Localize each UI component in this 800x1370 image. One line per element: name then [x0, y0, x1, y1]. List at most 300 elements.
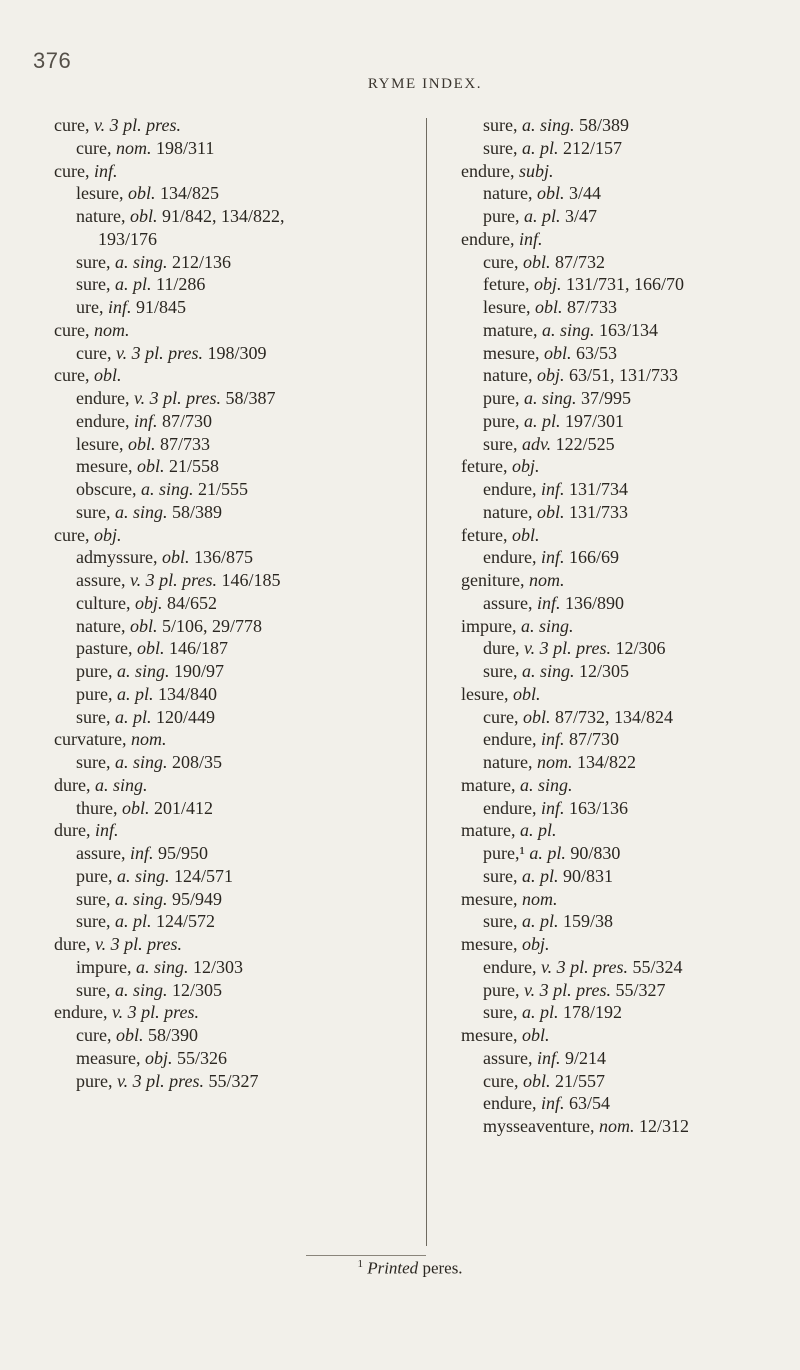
entry-reference: 87/733 [567, 297, 618, 317]
footnote-rule [306, 1255, 426, 1256]
entry-word: cure, [76, 1025, 112, 1045]
index-headword [54, 728, 426, 751]
index-headword [461, 455, 791, 478]
entry-grammar: v. 3 pl. pres. [93, 115, 181, 135]
entry-word: mesure, [76, 456, 133, 477]
entry-word: sure, [76, 706, 111, 727]
index-headword [461, 819, 791, 842]
index-rhyme-entry [461, 319, 791, 342]
entry-grammar: a. sing. [541, 319, 595, 340]
running-head: RYME INDEX. [367, 76, 483, 92]
index-rhyme-entry [461, 433, 791, 456]
index-rhyme-entry [54, 478, 426, 501]
entry-reference: 201/412 [154, 797, 214, 818]
entry-grammar: obl. [512, 683, 541, 704]
index-headword [461, 524, 791, 547]
index-rhyme-entry [461, 592, 791, 615]
index-headword [54, 524, 426, 547]
index-rhyme-entry [461, 205, 791, 228]
entry-grammar: a. pl. [523, 206, 561, 226]
entry-reference: 9/214 [565, 1047, 607, 1068]
index-rhyme-entry [461, 364, 791, 387]
entry-word: geniture, [461, 570, 525, 590]
entry-grammar: obl. [534, 297, 563, 317]
index-rhyme-entry [54, 182, 426, 205]
index-rhyme-entry [461, 1092, 791, 1115]
entry-reference: 163/136 [569, 797, 629, 818]
index-rhyme-entry [54, 888, 426, 911]
entry-word: endure, [483, 479, 537, 499]
index-rhyme-entry [54, 342, 426, 365]
entry-word: mature, [461, 774, 516, 795]
entry-grammar: a. pl. [522, 865, 559, 886]
entry-word: cure, [54, 365, 90, 386]
entry-grammar: v. 3 pl. pres. [94, 934, 182, 954]
entry-reference: 63/53 [576, 342, 618, 363]
index-rhyme-entry [461, 751, 791, 774]
entry-grammar: a. sing. [94, 774, 148, 795]
index-rhyme-entry [461, 296, 791, 319]
entry-grammar: v. 3 pl. pres. [116, 1070, 204, 1091]
entry-reference: 21/555 [198, 479, 249, 499]
entry-grammar: obl. [522, 1070, 551, 1091]
entry-word: pure, [76, 1070, 113, 1091]
entry-word: cure, [483, 251, 519, 272]
entry-reference: 134/822 [576, 752, 636, 772]
entry-reference: 55/327 [615, 979, 666, 1000]
entry-word: cure, [76, 137, 112, 158]
entry-word: cure, [76, 342, 112, 363]
entry-grammar: obl. [129, 206, 158, 226]
entry-grammar: a. sing. [115, 501, 168, 522]
entry-reference: 90/830 [570, 843, 621, 863]
entry-reference: 136/890 [565, 592, 625, 613]
entry-grammar: obl. [121, 797, 150, 818]
entry-word: culture, [76, 592, 131, 613]
entry-grammar: obl. [93, 365, 122, 386]
entry-grammar: a. pl. [522, 911, 559, 932]
index-rhyme-entry [461, 728, 791, 751]
entry-reference: 134/840 [158, 683, 218, 704]
entry-reference: 63/54 [569, 1093, 611, 1114]
index-headword [54, 1001, 426, 1024]
index-headword [54, 160, 426, 183]
entry-word: curvature, [54, 729, 127, 750]
index-rhyme-entry [461, 137, 791, 160]
entry-word: cure, [54, 160, 90, 181]
entry-grammar: obl. [543, 342, 572, 363]
entry-grammar: a. pl. [523, 410, 561, 431]
entry-reference: 58/389 [172, 501, 223, 522]
entry-grammar: nom. [115, 137, 152, 158]
entry-grammar: obj. [134, 592, 163, 613]
entry-word: lesure, [461, 683, 509, 704]
entry-grammar: nom. [93, 319, 130, 340]
entry-grammar: inf. [540, 1093, 565, 1114]
entry-grammar: a. sing. [115, 888, 168, 909]
index-headword [54, 774, 426, 797]
entry-grammar: v. 3 pl. pres. [129, 570, 217, 590]
entry-reference: 91/845 [136, 297, 187, 317]
index-rhyme-entry [54, 797, 426, 820]
index-rhyme-entry [461, 979, 791, 1002]
footnote-mark: 1 [357, 1258, 363, 1270]
entry-word: feture, [461, 524, 508, 545]
index-rhyme-entry [461, 1047, 791, 1070]
entry-grammar: adv. [522, 433, 552, 454]
entry-reference: 87/733 [160, 433, 211, 454]
entry-grammar: obl. [536, 501, 565, 522]
entry-reference: 12/312 [638, 1116, 689, 1136]
entry-word: cure, [483, 1070, 519, 1091]
entry-grammar: v. 3 pl. pres. [523, 638, 611, 659]
entry-word: nature, [483, 183, 533, 204]
entry-grammar: inf. [540, 729, 565, 750]
entry-reference: 58/389 [579, 115, 630, 135]
entry-word: nature, [76, 206, 126, 226]
entry-word: nature, [483, 752, 533, 772]
entry-reference: 55/326 [176, 1047, 227, 1068]
entry-grammar: obj. [93, 524, 122, 545]
entry-word: dure, [54, 820, 91, 841]
entry-word: lesure, [483, 297, 531, 317]
entry-word: endure, [483, 956, 537, 977]
index-rhyme-entry [54, 615, 426, 638]
entry-word: impure, [76, 956, 132, 977]
index-rhyme-entry [461, 797, 791, 820]
entry-word: mature, [461, 820, 516, 841]
entry-reference: 131/734 [569, 479, 629, 499]
entry-word: obscure, [76, 479, 137, 499]
column-divider [426, 118, 427, 1246]
entry-word: dure, [483, 638, 520, 659]
index-rhyme-entry [54, 660, 426, 683]
entry-grammar: a. pl. [116, 683, 154, 704]
entry-reference: 197/301 [565, 410, 625, 431]
entry-grammar: a. pl. [115, 274, 152, 295]
entry-reference: 12/306 [615, 638, 666, 659]
entry-word: sure, [483, 865, 518, 886]
entry-reference: 124/571 [174, 865, 234, 886]
entry-grammar: nom. [521, 888, 558, 909]
entry-grammar: a. sing. [521, 615, 574, 636]
entry-word: mesure, [461, 1025, 518, 1045]
entry-grammar: inf. [94, 820, 119, 841]
entry-word: sure, [76, 274, 111, 295]
entry-grammar: a. sing. [140, 479, 194, 499]
entry-grammar: obl. [522, 251, 551, 272]
index-rhyme-entry [461, 956, 791, 979]
index-rhyme-entry [461, 546, 791, 569]
entry-reference: 91/842, 134/822, [162, 206, 285, 226]
index-rhyme-entry [54, 592, 426, 615]
entry-word: impure, [461, 615, 517, 636]
entry-reference: 131/733 [569, 501, 629, 522]
entry-word: endure, [54, 1002, 108, 1023]
entry-word: pure,¹ [483, 843, 525, 863]
index-rhyme-entry [54, 637, 426, 660]
entry-reference: 55/327 [208, 1070, 259, 1091]
entry-grammar: inf. [107, 297, 132, 317]
index-rhyme-entry [461, 501, 791, 524]
entry-grammar: obl. [127, 183, 156, 204]
index-rhyme-entry [461, 637, 791, 660]
entry-word: thure, [76, 797, 118, 818]
entry-word: dure, [54, 934, 91, 954]
index-rhyme-entry [461, 910, 791, 933]
entry-grammar: a. pl. [529, 843, 566, 863]
entry-reference: 134/825 [160, 183, 220, 204]
entry-grammar: inf. [93, 160, 118, 181]
index-headword [461, 683, 791, 706]
entry-word: sure, [76, 979, 111, 1000]
entry-reference: 124/572 [156, 911, 216, 932]
entry-grammar: obl. [511, 524, 540, 545]
index-rhyme-entry [461, 1115, 791, 1138]
entry-grammar: obl. [127, 433, 156, 454]
entry-reference: 21/557 [555, 1070, 606, 1091]
index-headword [461, 615, 791, 638]
entry-word: ure, [76, 297, 104, 317]
entry-reference: 87/730 [162, 410, 213, 431]
entry-word: sure, [76, 501, 111, 522]
footnote [0, 1258, 800, 1279]
entry-reference: 12/305 [579, 661, 630, 681]
index-headword [461, 888, 791, 911]
entry-grammar: a. sing. [136, 956, 189, 977]
entry-grammar: a. sing. [523, 388, 577, 408]
entry-word: pure, [76, 865, 113, 886]
index-headword [461, 774, 791, 797]
entry-word: sure, [483, 911, 518, 932]
index-headword [461, 228, 791, 251]
entry-reference: 21/558 [169, 456, 220, 477]
entry-grammar: v. 3 pl. pres. [111, 1002, 199, 1023]
entry-grammar: a. pl. [519, 820, 557, 841]
entry-word: pure, [483, 206, 520, 226]
index-rhyme-entry [461, 865, 791, 888]
index-rhyme-entry [54, 979, 426, 1002]
entry-reference: 198/311 [155, 137, 215, 158]
entry-word: endure, [76, 388, 130, 408]
entry-word: sure, [483, 137, 518, 158]
index-rhyme-entry [461, 660, 791, 683]
entry-reference: 37/995 [581, 388, 632, 408]
index-rhyme-entry [461, 478, 791, 501]
entry-reference: 178/192 [563, 1002, 623, 1023]
entry-word: pure, [483, 410, 520, 431]
entry-reference: 87/730 [569, 729, 620, 750]
entry-word: measure, [76, 1047, 141, 1068]
entry-grammar: obl. [521, 1025, 550, 1045]
entry-grammar: nom. [528, 570, 565, 590]
entry-word: endure, [461, 160, 515, 181]
entry-grammar: a. sing. [115, 752, 168, 772]
entry-reference: 159/38 [563, 911, 614, 932]
index-rhyme-entry [54, 956, 426, 979]
index-rhyme-entry [54, 387, 426, 410]
index-rhyme-entry [54, 751, 426, 774]
index-rhyme-entry [461, 1070, 791, 1093]
entry-word: sure, [483, 661, 518, 681]
entry-grammar: obl. [136, 456, 165, 477]
index-rhyme-entry [54, 273, 426, 296]
entry-reference: 12/305 [172, 979, 223, 1000]
entry-word: pure, [483, 388, 520, 408]
entry-word: endure, [483, 547, 537, 568]
index-rhyme-entry [54, 1024, 426, 1047]
entry-reference: 58/387 [225, 388, 276, 408]
entry-word: lesure, [76, 433, 124, 454]
entry-reference: 198/309 [207, 342, 267, 363]
entry-word: feture, [483, 274, 530, 295]
index-rhyme-entry [54, 1047, 426, 1070]
entry-grammar: a. sing. [116, 865, 170, 886]
entry-grammar: inf. [540, 797, 565, 818]
entry-reference: 3/44 [569, 183, 602, 204]
entry-word: nature, [76, 615, 126, 636]
entry-reference: 95/950 [158, 843, 209, 863]
index-rhyme-entry [54, 910, 426, 933]
entry-grammar: inf. [129, 843, 154, 863]
footnote-text: peres. [422, 1258, 463, 1278]
entry-reference: 90/831 [563, 865, 614, 886]
entry-grammar: obj. [144, 1047, 173, 1068]
entry-reference: 163/134 [599, 319, 659, 340]
entry-grammar: obl. [536, 183, 565, 204]
index-rhyme-entry [461, 182, 791, 205]
page-number: 376 [33, 48, 72, 73]
entry-reference: 84/652 [167, 592, 218, 613]
index-rhyme-entry [54, 842, 426, 865]
index-rhyme-entry [54, 296, 426, 319]
entry-word: nature, [483, 501, 533, 522]
entry-word: pure, [76, 661, 113, 681]
entry-grammar: inf. [540, 547, 565, 568]
index-rhyme-entry [461, 114, 791, 137]
entry-grammar: a. sing. [519, 774, 573, 795]
index-headword [461, 160, 791, 183]
entry-grammar: inf. [536, 592, 561, 613]
entry-word: sure, [76, 752, 111, 772]
entry-grammar: obl. [115, 1025, 144, 1045]
index-rhyme-entry [54, 228, 426, 251]
index-rhyme-entry [54, 137, 426, 160]
entry-reference: 87/732, 134/824 [555, 706, 674, 727]
index-rhyme-entry [461, 1001, 791, 1024]
index-headword [461, 1024, 791, 1047]
entry-reference: 166/69 [569, 547, 620, 568]
entry-word: endure, [483, 1093, 537, 1114]
index-headword [54, 933, 426, 956]
entry-reference: 212/157 [563, 137, 623, 158]
index-rhyme-entry [461, 387, 791, 410]
entry-grammar: obj. [511, 456, 540, 477]
index-headword [54, 319, 426, 342]
entry-word: sure, [483, 115, 518, 135]
index-column-left [54, 114, 426, 1092]
entry-word: sure, [483, 1002, 518, 1023]
entry-reference: 87/732 [555, 251, 606, 272]
entry-word: assure, [76, 570, 126, 590]
entry-grammar: subj. [518, 160, 554, 181]
index-column-right [461, 114, 791, 1138]
entry-word: admyssure, [76, 547, 158, 568]
entry-grammar: nom. [598, 1116, 635, 1136]
entry-word: nature, [483, 365, 533, 386]
entry-reference: 120/449 [156, 706, 216, 727]
entry-word: mature, [483, 319, 538, 340]
entry-word: feture, [461, 456, 508, 477]
entry-grammar: obl. [522, 706, 551, 727]
index-rhyme-entry [54, 433, 426, 456]
entry-word: mesure, [483, 342, 540, 363]
entry-word: assure, [483, 1047, 533, 1068]
entry-word: sure, [76, 251, 111, 272]
entry-reference: 11/286 [156, 274, 206, 295]
entry-word: sure, [76, 888, 111, 909]
entry-grammar: v. 3 pl. pres. [133, 388, 221, 408]
entry-word: sure, [76, 911, 111, 932]
entry-word: endure, [461, 228, 515, 249]
entry-grammar: obl. [161, 547, 190, 568]
entry-grammar: a. sing. [115, 979, 168, 1000]
entry-reference: 208/35 [172, 752, 223, 772]
entry-grammar: obj. [536, 365, 565, 386]
entry-grammar: inf. [536, 1047, 561, 1068]
entry-grammar: a. sing. [115, 251, 168, 272]
index-rhyme-entry [461, 410, 791, 433]
entry-word: mysseaventure, [483, 1116, 595, 1136]
entry-word: endure, [483, 797, 537, 818]
entry-word: endure, [76, 410, 130, 431]
index-headword [461, 569, 791, 592]
entry-grammar: v. 3 pl. pres. [115, 342, 203, 363]
entry-reference: 193/176 [98, 228, 158, 249]
entry-grammar: obl. [129, 615, 158, 636]
index-rhyme-entry [54, 706, 426, 729]
entry-grammar: a. pl. [115, 911, 152, 932]
entry-reference: 63/51, 131/733 [569, 365, 679, 386]
entry-grammar: inf. [133, 410, 158, 431]
index-rhyme-entry [461, 273, 791, 296]
entry-word: cure, [54, 115, 90, 135]
entry-grammar: a. sing. [116, 661, 170, 681]
entry-grammar: nom. [130, 729, 167, 750]
entry-reference: 212/136 [172, 251, 232, 272]
index-rhyme-entry [54, 1070, 426, 1093]
entry-grammar: nom. [536, 752, 573, 772]
index-headword [54, 114, 426, 137]
index-rhyme-entry [54, 251, 426, 274]
entry-reference: 58/390 [148, 1025, 199, 1045]
entry-reference: 131/731, 166/70 [565, 274, 684, 295]
entry-word: pure, [76, 683, 113, 704]
entry-grammar: a. pl. [522, 137, 559, 158]
entry-word: mesure, [461, 888, 518, 909]
entry-grammar: a. sing. [522, 115, 575, 135]
index-rhyme-entry [461, 251, 791, 274]
entry-word: lesure, [76, 183, 124, 204]
entry-word: endure, [483, 729, 537, 750]
entry-reference: 12/303 [193, 956, 244, 977]
index-rhyme-entry [461, 842, 791, 865]
entry-word: cure, [54, 319, 90, 340]
index-rhyme-entry [54, 455, 426, 478]
entry-word: pasture, [76, 638, 133, 659]
index-rhyme-entry [54, 546, 426, 569]
index-rhyme-entry [461, 342, 791, 365]
